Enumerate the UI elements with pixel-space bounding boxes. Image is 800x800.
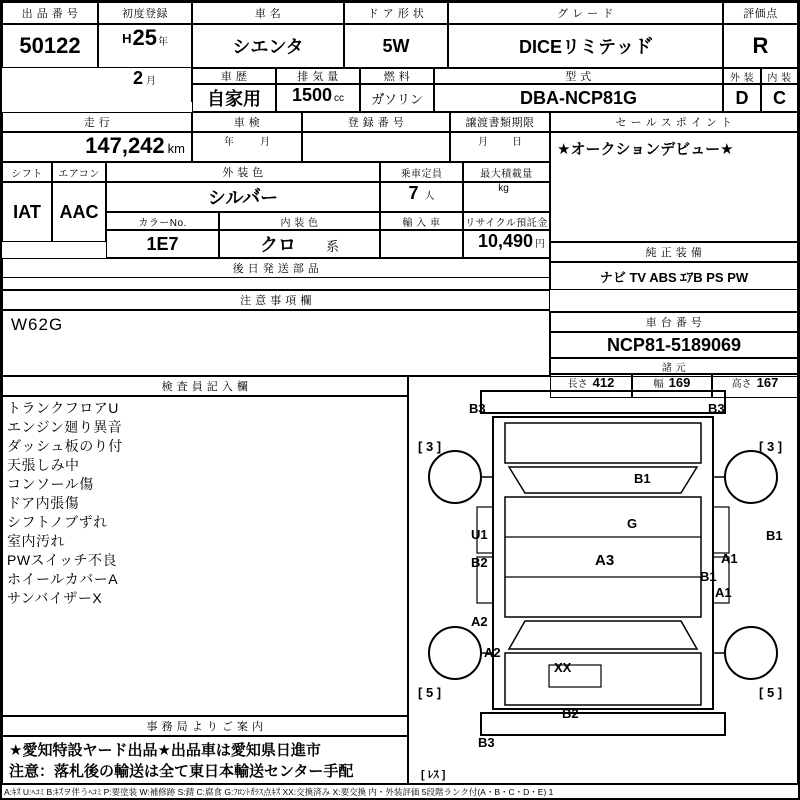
- interior-color-value: [219, 230, 380, 258]
- later-shipped-parts-value: [2, 278, 550, 290]
- grade-label: グ レ ー ド: [448, 2, 723, 24]
- damage-mark: B2: [562, 706, 579, 721]
- damage-mark: B3: [469, 401, 486, 416]
- damage-mark: [ ﾚｽ ]: [421, 769, 446, 781]
- seat-capacity-value: [380, 182, 463, 212]
- import-label: 輸 入 車: [380, 212, 463, 230]
- model-code-value: DBA-NCP81G: [434, 84, 723, 112]
- mileage-value: [2, 132, 192, 162]
- ac-value: AAC: [52, 182, 106, 242]
- displacement-value: [276, 84, 360, 112]
- history-label: 車 歴: [192, 68, 276, 84]
- recycle-deposit-label: リサイクル預託金: [463, 212, 550, 230]
- list-item: トランクフロアU: [7, 400, 119, 416]
- max-load-label: 最大積載量: [463, 162, 550, 182]
- length-value: 412: [592, 375, 615, 390]
- legend-bar: [2, 784, 798, 798]
- damage-mark: A1: [715, 585, 732, 600]
- genuine-equipment-value: ナビ TV ABS ｴｱB PS PW: [550, 262, 798, 290]
- list-item: コンソール傷: [7, 476, 94, 492]
- legend-text: A:ｷｽ゙ U:ﾍｺﾐ B:ｷｽ゙ヲ伴うﾍｺﾐ P:要塗装 W:補修跡 S:錆 C:腐食 G:ﾌﾛﾝﾄｶ゙ﾗｽ点ｷｽ゙ XX:交換済み X:要交換 内・外装評価 5段階ランク付(A・B・C・D・E) 1: [4, 786, 554, 797]
- mileage-unit: km: [167, 141, 185, 156]
- shaken-month-unit: 月: [260, 137, 270, 148]
- color-no-label: カラーNo.: [106, 212, 219, 230]
- recycle-deposit-value: [463, 230, 550, 258]
- genuine-equipment-label: 純 正 装 備: [550, 242, 798, 262]
- inspector-notes-list: [3, 397, 407, 610]
- reg-year: 25: [132, 25, 157, 50]
- spec-label: 諸 元: [550, 358, 798, 374]
- car-name-label: 車 名: [192, 2, 344, 24]
- grade-value: DICEリミテッド゙: [448, 24, 723, 68]
- list-item: 天張しみ中: [7, 457, 80, 473]
- registration-month-value: [98, 68, 192, 102]
- damage-mark: [ 5 ]: [759, 685, 783, 700]
- office-notice-body: [2, 736, 408, 784]
- list-item: ドア内張傷: [7, 495, 80, 511]
- first-registration-label: 初度登録: [98, 2, 192, 24]
- history-value: 自家用: [192, 84, 276, 112]
- damage-mark: A2: [471, 614, 488, 629]
- score-value: R: [723, 24, 798, 68]
- reg-year-unit: 年: [157, 37, 168, 48]
- lot-number-label: 出 品 番 号: [2, 2, 98, 24]
- length-label: 長さ: [567, 379, 588, 390]
- recycle-number: 10,490: [477, 231, 533, 251]
- height-label: 高さ: [731, 379, 752, 390]
- mileage-label: 走 行: [2, 112, 192, 132]
- office-notice-line: ★愛知特設ヤード出品★出品車は愛知県日進市: [9, 742, 321, 759]
- shaken-year-unit: 年: [224, 137, 234, 148]
- transfer-deadline-label: 譲渡書類期限: [450, 112, 550, 132]
- damage-mark: B3: [478, 735, 495, 750]
- damage-mark: [ 3 ]: [418, 439, 442, 454]
- exterior-grade-value: D: [723, 84, 761, 112]
- recycle-unit: 円: [535, 239, 545, 250]
- width-label: 幅: [653, 379, 664, 390]
- disp-number: 1500: [291, 85, 333, 105]
- color-no-value: 1E7: [106, 230, 219, 258]
- caution-value: W62G: [2, 310, 550, 376]
- interior-grade-label: 内 装: [761, 68, 798, 84]
- seats-unit: 人: [424, 191, 435, 202]
- interior-color-suffix: 系: [325, 239, 339, 254]
- office-notice-line: 注意：落札後の輸送は全て東日本輸送センター手配: [9, 763, 354, 780]
- disp-unit: cc: [334, 93, 345, 104]
- damage-mark: A2: [484, 645, 501, 660]
- list-item: エンジン廻り異音: [7, 419, 123, 435]
- exterior-color-value: シルバ゙ー: [106, 182, 380, 212]
- damage-mark: A3: [595, 552, 615, 569]
- lot-number-value: 50122: [2, 24, 98, 68]
- list-item: ホイールカバーA: [7, 571, 119, 587]
- load-unit: kg: [498, 183, 509, 194]
- list-item: PWスイッチ不良: [7, 552, 117, 568]
- reg-month-unit: 月: [146, 76, 156, 87]
- damage-mark: B1: [766, 528, 783, 543]
- office-notice-label: 事 務 局 よ り ご 案 内: [2, 716, 408, 736]
- list-item: シフトノブずれ: [7, 514, 108, 530]
- chassis-number-value: NCP81-5189069: [550, 332, 798, 358]
- transfer-day-unit: 日: [512, 137, 522, 148]
- later-shipped-parts-label: 後 日 発 送 部 品: [2, 258, 550, 278]
- interior-color-label: 内 装 色: [219, 212, 380, 230]
- door-type-label: ド ア 形 状: [344, 2, 448, 24]
- list-item: ダッシュ板のり付: [7, 438, 123, 454]
- caution-label: 注 意 事 項 欄: [2, 290, 550, 310]
- inspection-expiry-value: [192, 132, 302, 162]
- displacement-label: 排 気 量: [276, 68, 360, 84]
- shift-label: シフト: [2, 162, 52, 182]
- damage-mark: [ 3 ]: [759, 439, 783, 454]
- damage-mark: G: [627, 516, 638, 531]
- interior-color-text: クロ: [259, 235, 296, 255]
- max-load-value: [463, 182, 550, 212]
- import-value: [380, 230, 463, 258]
- sales-point-label: セ ー ル ス ポ イ ン ト: [550, 112, 798, 132]
- car-name-value: シエンタ: [192, 24, 344, 68]
- damage-mark: A1: [721, 551, 738, 566]
- transfer-deadline-value: [450, 132, 550, 162]
- seats-number: 7: [408, 183, 419, 203]
- door-type-value: 5W: [344, 24, 448, 68]
- inspector-notes-label: 検 査 員 記 入 欄: [2, 376, 408, 396]
- width-value: 169: [668, 375, 691, 390]
- chassis-spacer2: [550, 290, 798, 312]
- score-label: 評価点: [723, 2, 798, 24]
- transfer-month-unit: 月: [478, 137, 488, 148]
- model-code-label: 型 式: [434, 68, 723, 84]
- list-item: 室内汚れ: [7, 533, 65, 549]
- reg-era: H: [122, 31, 132, 46]
- inspection-expiry-label: 車 検: [192, 112, 302, 132]
- car-diagram-svg: [409, 377, 797, 783]
- fuel-label: 燃 料: [360, 68, 434, 84]
- exterior-grade-label: 外 装: [723, 68, 761, 84]
- reg-month: 2: [132, 68, 143, 88]
- fuel-value: ガ゙ソリン: [360, 84, 434, 112]
- chassis-number-label: 車 台 番 号: [550, 312, 798, 332]
- seat-capacity-label: 乗車定員: [380, 162, 463, 182]
- vehicle-damage-diagram: [408, 376, 798, 784]
- exterior-color-label: 外 装 色: [106, 162, 380, 182]
- damage-mark: U1: [471, 527, 488, 542]
- sales-point-value: ★オークションデビュー★: [550, 132, 798, 242]
- shift-value: IAT: [2, 182, 52, 242]
- inspector-notes-body: [2, 396, 408, 716]
- interior-grade-value: C: [761, 84, 798, 112]
- ac-label: エアコン: [52, 162, 106, 182]
- damage-mark: B3: [708, 401, 725, 416]
- damage-mark: B2: [471, 555, 488, 570]
- mileage-number: 147,242: [85, 133, 165, 158]
- first-registration-value: [98, 24, 192, 68]
- registration-number-value: [302, 132, 450, 162]
- list-item: サンバイザーX: [7, 590, 103, 606]
- damage-mark: XX: [554, 660, 572, 675]
- damage-mark: B1: [700, 569, 717, 584]
- damage-mark: [ 5 ]: [418, 685, 442, 700]
- damage-mark: B1: [634, 471, 651, 486]
- height-value: 167: [756, 375, 779, 390]
- registration-number-label: 登 録 番 号: [302, 112, 450, 132]
